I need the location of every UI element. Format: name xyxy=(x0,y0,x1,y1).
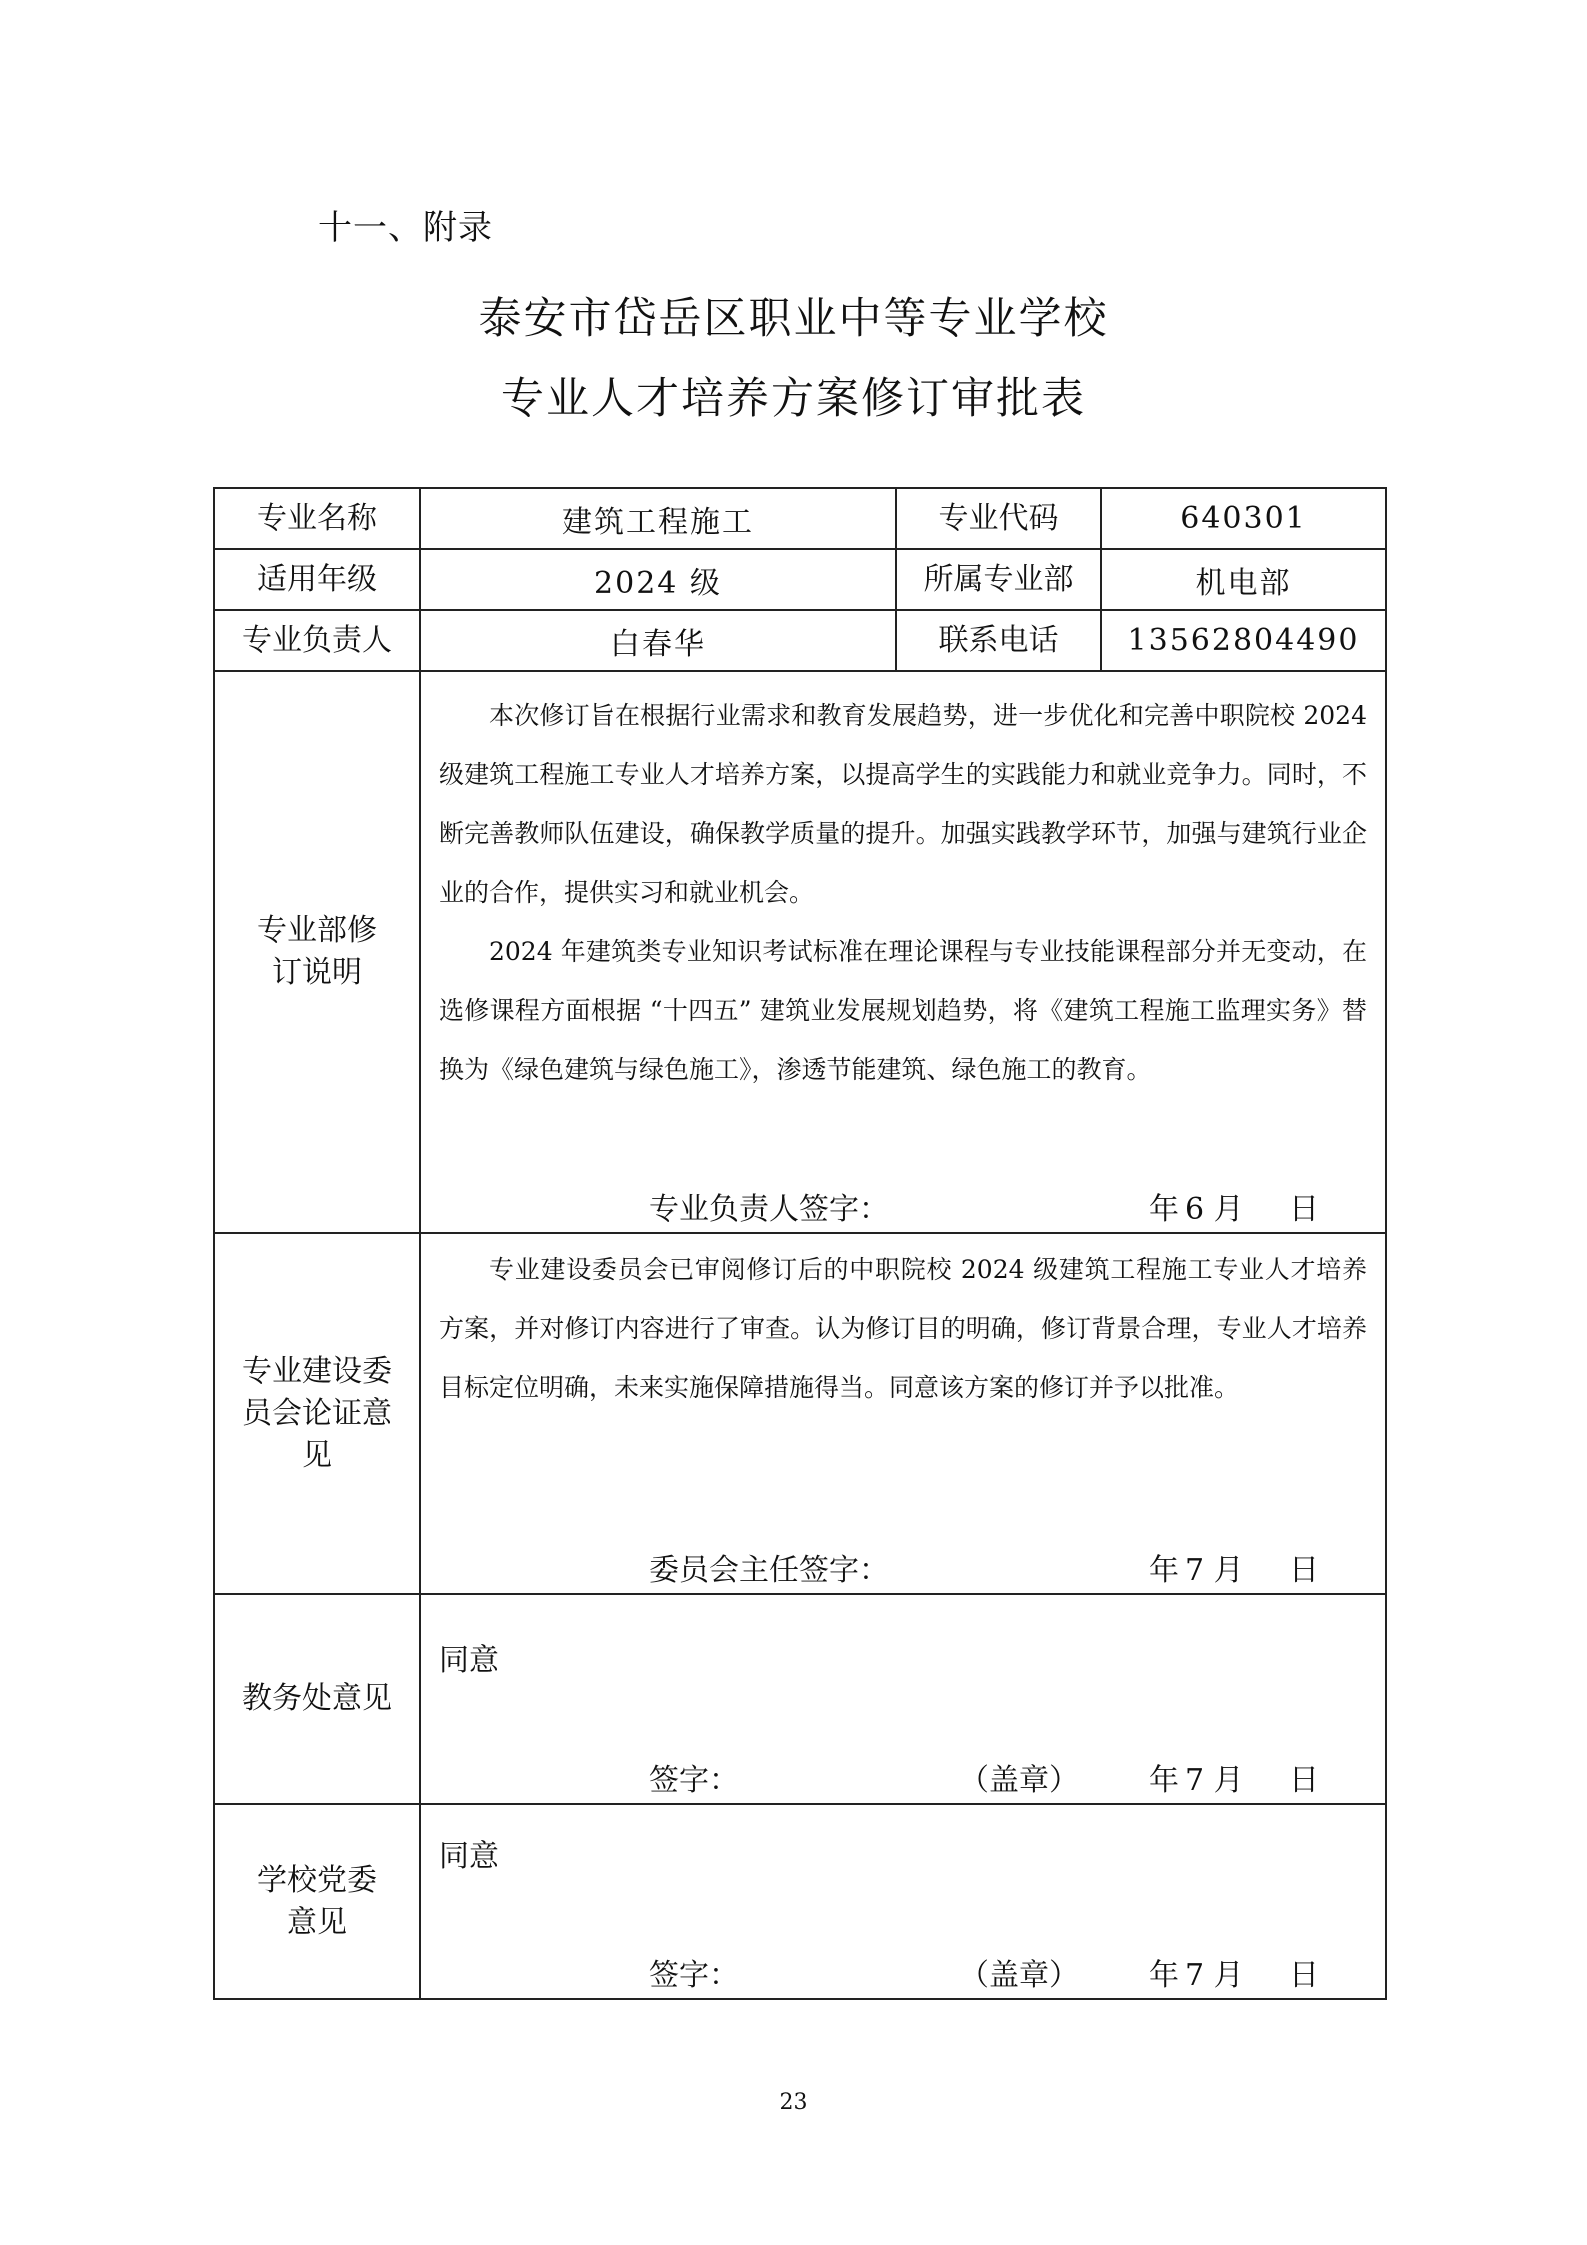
academic-affairs-sign-label: 签字： xyxy=(649,1763,739,1798)
revision-content xyxy=(420,671,1386,1233)
revision-date-month: 6 月 xyxy=(1185,1192,1244,1227)
party-committee-date-month: 7 月 xyxy=(1185,1958,1244,1993)
major-code-label: 专业代码 xyxy=(896,488,1101,549)
leader-value: 白春华 xyxy=(420,610,896,671)
revision-row xyxy=(214,671,1386,1233)
document-subtitle: 专业人才培养方案修订审批表 xyxy=(501,374,1086,424)
revision-sign-label: 专业负责人签字： xyxy=(649,1192,889,1227)
committee-label-text: 专业建设委员会论证意见 xyxy=(242,1353,392,1473)
grade-label: 适用年级 xyxy=(214,549,420,610)
party-committee-opinion: 同意 xyxy=(439,1839,499,1874)
academic-affairs-date-month: 7 月 xyxy=(1185,1763,1244,1798)
academic-affairs-seal-label: （盖章） xyxy=(959,1763,1079,1798)
major-name-value: 建筑工程施工 xyxy=(420,488,896,549)
academic-affairs-content xyxy=(420,1594,1386,1804)
academic-affairs-label: 教务处意见 xyxy=(214,1594,420,1804)
revision-date-day: 日 xyxy=(1289,1192,1319,1227)
approval-form-table xyxy=(213,487,1387,2000)
committee-row xyxy=(214,1233,1386,1594)
department-label: 所属专业部 xyxy=(896,549,1101,610)
grade-value: 2024 级 xyxy=(420,549,896,610)
major-name-label: 专业名称 xyxy=(214,488,420,549)
revision-paragraph-2: 2024 年建筑类专业知识考试标准在理论课程与专业技能课程部分并无变动，在选修课程方面根据 “十四五” 建筑业发展规划趋势，将《建筑工程施工监理实务》替换为《绿色建筑与绿色施工》，渗透节能建筑、绿色施工的教育。 xyxy=(439,937,1367,1084)
committee-content xyxy=(420,1233,1386,1594)
academic-affairs-opinion: 同意 xyxy=(439,1643,499,1678)
party-committee-date-year: 年 xyxy=(1149,1958,1179,1993)
revision-date-year: 年 xyxy=(1149,1192,1179,1227)
party-committee-seal-label: （盖章） xyxy=(959,1958,1079,1993)
committee-sign-label: 委员会主任签字： xyxy=(649,1553,889,1588)
leader-label: 专业负责人 xyxy=(214,610,420,671)
party-committee-label xyxy=(214,1804,420,1999)
party-committee-sign-label: 签字： xyxy=(649,1958,739,1993)
academic-affairs-date-year: 年 xyxy=(1149,1763,1179,1798)
phone-value: 13562804490 xyxy=(1101,610,1386,671)
revision-label xyxy=(214,671,420,1233)
committee-paragraph: 专业建设委员会已审阅修订后的中职院校 2024 级建筑工程施工专业人才培养方案，并对修订内容进行了审查。认为修订目的明确，修订背景合理，专业人才培养目标定位明确，未来实施保障措施得当。同意该方案的修订并予以批准。 xyxy=(439,1255,1367,1402)
committee-label xyxy=(214,1233,420,1594)
academic-affairs-date-day: 日 xyxy=(1289,1763,1319,1798)
party-committee-label-text: 学校党委意见 xyxy=(257,1862,377,1940)
committee-date-month: 7 月 xyxy=(1185,1553,1244,1588)
committee-date-day: 日 xyxy=(1289,1553,1319,1588)
party-committee-row xyxy=(214,1804,1386,1999)
page-number: 23 xyxy=(779,2090,808,2115)
info-row-grade xyxy=(214,549,1386,610)
major-code-value: 640301 xyxy=(1101,488,1386,549)
committee-date-year: 年 xyxy=(1149,1553,1179,1588)
info-row-leader xyxy=(214,610,1386,671)
section-heading: 十一、附录 xyxy=(318,208,493,248)
phone-label: 联系电话 xyxy=(896,610,1101,671)
party-committee-date-day: 日 xyxy=(1289,1958,1319,1993)
department-value: 机电部 xyxy=(1101,549,1386,610)
revision-paragraph-1: 本次修订旨在根据行业需求和教育发展趋势，进一步优化和完善中职院校 2024 级建筑工程施工专业人才培养方案，以提高学生的实践能力和就业竞争力。同时，不断完善教师队伍建设，确保教学质量的提升。加强实践教学环节，加强与建筑行业企业的合作，提供实习和就业机会。 xyxy=(439,701,1367,907)
party-committee-content xyxy=(420,1804,1386,1999)
academic-affairs-row xyxy=(214,1594,1386,1804)
document-title: 泰安市岱岳区职业中等专业学校 xyxy=(478,294,1109,344)
info-row-major xyxy=(214,488,1386,549)
revision-label-text: 专业部修订说明 xyxy=(257,913,377,990)
